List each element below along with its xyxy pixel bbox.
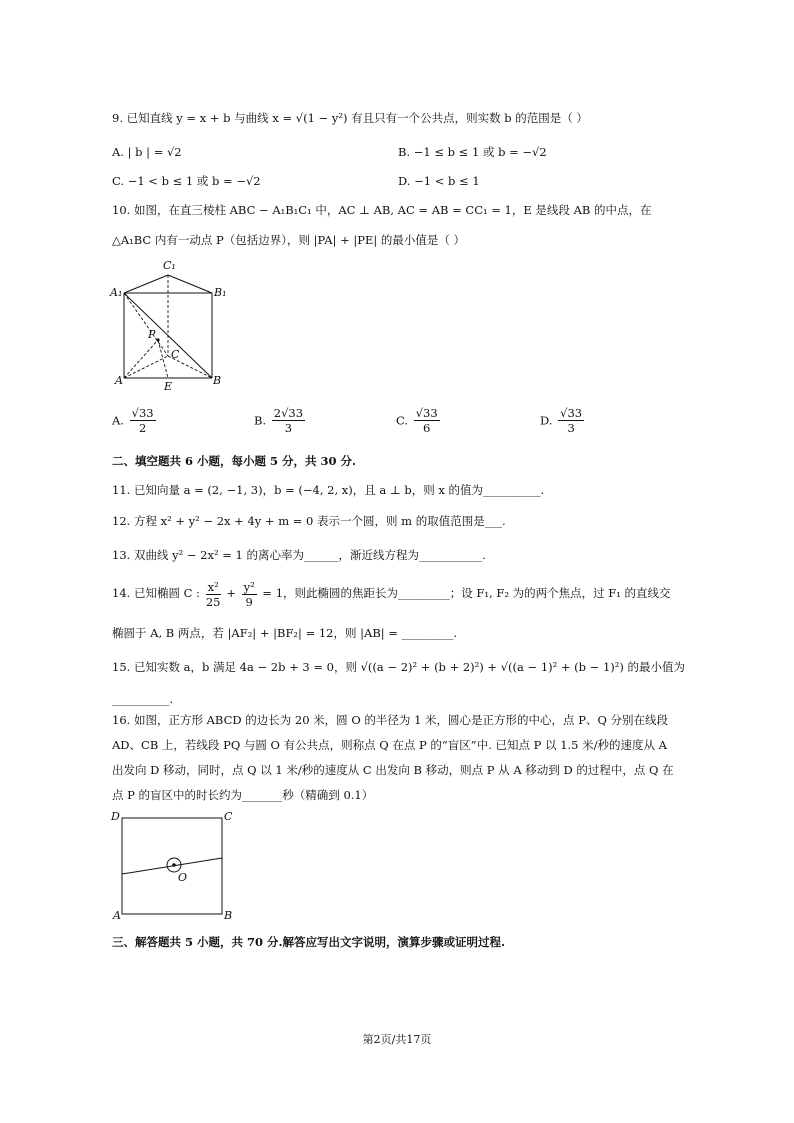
q10-stem-line1: 10. 如图，在直三棱柱 ABC − A₁B₁C₁ 中，AC ⊥ AB, AC = AB = CC₁ = 1，E 是线段 AB 的中点，在	[112, 203, 652, 217]
q10-option-c-label: C.	[396, 413, 409, 428]
edge-a1-c	[124, 293, 168, 356]
q15-line1: 15. 已知实数 a，b 满足 4a − 2b + 3 = 0，则 √((a − 2)² + (b + 2)²) + √((a − 1)² + (b − 1)²) 的最小值为	[112, 660, 686, 674]
page-footer: 第2页/共17页	[362, 1033, 432, 1046]
q10-option-d-num: √33	[560, 406, 583, 420]
label-b: B	[213, 374, 222, 387]
q14-line2: 椭圆于 A, B 两点，若 |AF₂| + |BF₂| = 12，则 |AB| = _________.	[112, 626, 458, 640]
q10-option-a-label: A.	[112, 413, 124, 428]
label-p: P	[148, 328, 156, 341]
q14-fy-den: 9	[245, 594, 253, 609]
q10-option-d-label: D.	[540, 413, 553, 428]
label-c: C	[224, 810, 233, 823]
q10-option-d-den: 3	[567, 421, 575, 435]
q11: 11. 已知向量 a = (2, −1, 3)，b = (−4, 2, x)，且 a ⊥ b，则 x 的值为__________.	[112, 483, 545, 497]
q10-option-a-den: 2	[138, 421, 147, 435]
q16-line3: 出发向 D 移动，同时，点 Q 以 1 米/秒的速度从 C 出发向 B 移动，则点 P 从 A 移动到 D 的过程中，点 Q 在	[112, 763, 674, 777]
point-p-dot	[156, 338, 159, 341]
label-a: A	[115, 374, 123, 387]
q10-option-c	[396, 406, 442, 435]
q10-option-b	[254, 406, 307, 435]
q16-line2: AD、CB 上，若线段 PQ 与圆 O 有公共点，则称点 Q 在点 P 的“盲区”中. 已知点 P 以 1.5 米/秒的速度从 A	[112, 738, 667, 752]
section-2-heading: 二、填空题共 6 小题，每小题 5 分，共 30 分.	[112, 454, 357, 468]
segment-p-e	[158, 340, 168, 378]
q10-option-c-den: 6	[423, 421, 431, 435]
q10-option-b-label: B.	[254, 413, 267, 428]
edge-a-c	[124, 356, 168, 378]
q14-prefix: 14. 已知椭圆 C :	[112, 586, 200, 600]
label-e: E	[164, 380, 173, 393]
q10-option-c-num: √33	[415, 406, 438, 420]
q13: 13. 双曲线 y² − 2x² = 1 的离心率为______，渐近线方程为___________.	[112, 548, 486, 562]
q14-fx-den: 25	[205, 594, 221, 609]
q10-option-d	[540, 406, 586, 435]
edge-a1-c1	[124, 275, 168, 293]
q10-stem-line2: △A₁BC 内有一动点 P（包括边界），则 |PA| + |PE| 的最小值是（ ）	[112, 233, 466, 247]
q9-option-b: B. −1 ≤ b ≤ 1 或 b = −√2	[398, 145, 547, 159]
label-c1: C₁	[163, 259, 176, 272]
q14-suffix: = 1，则此椭圆的焦距长为_________；设 F₁, F₂ 为的两个焦点，过 F₁ 的直线交	[262, 586, 671, 600]
center-o-dot	[172, 863, 176, 867]
q9-option-d: D. −1 < b ≤ 1	[398, 174, 480, 188]
square-figure	[108, 808, 238, 924]
label-a1: A₁	[110, 286, 123, 299]
label-d: D	[111, 810, 120, 823]
label-b: B	[224, 909, 233, 922]
q14-fx-num: x²	[207, 579, 219, 594]
label-c: C	[171, 348, 180, 361]
q14-line1: 14. 已知椭圆 C : $\frac{\text{x²}}{25}$ + $\frac{\text{y²}}{9}$ = 1，则此椭圆的焦距长为_________；设 F₁, F₂ 为的两个焦点，过 F₁ 的直线交	[112, 579, 671, 609]
prism-figure	[108, 254, 228, 394]
q14-fy-num: y²	[243, 579, 255, 594]
label-b1: B₁	[214, 286, 227, 299]
q15-line2: __________.	[112, 692, 174, 706]
q9-option-c: C. −1 < b ≤ 1 或 b = −√2	[112, 174, 261, 188]
section-3-heading: 三、解答题共 5 小题，共 70 分.解答应写出文字说明，演算步骤或证明过程.	[112, 935, 506, 949]
label-o: O	[178, 871, 188, 884]
edge-c1-b1	[168, 275, 212, 293]
label-a: A	[113, 909, 121, 922]
q9-option-a: A. | b | = √2	[112, 145, 182, 159]
q16-line1: 16. 如图，正方形 ABCD 的边长为 20 米，圆 O 的半径为 1 米，圆心是正方形的中心，点 P、Q 分别在线段	[112, 713, 669, 727]
segment-a-p	[124, 340, 158, 378]
q10-option-a	[112, 406, 158, 435]
q10-option-a-num: √33	[131, 406, 154, 420]
q9-stem: 9. 已知直线 y = x + b 与曲线 x = √(1 − y²) 有且只有一个公共点，则实数 b 的范围是（ ）	[112, 111, 588, 125]
q12: 12. 方程 x² + y² − 2x + 4y + m = 0 表示一个圆，则 m 的取值范围是___.	[112, 514, 506, 528]
q16-line4: 点 P 的盲区中的时长约为_______秒（精确到 0.1）	[112, 788, 374, 802]
q10-option-b-num: 2√33	[273, 406, 304, 420]
q10-option-b-den: 3	[284, 421, 293, 435]
